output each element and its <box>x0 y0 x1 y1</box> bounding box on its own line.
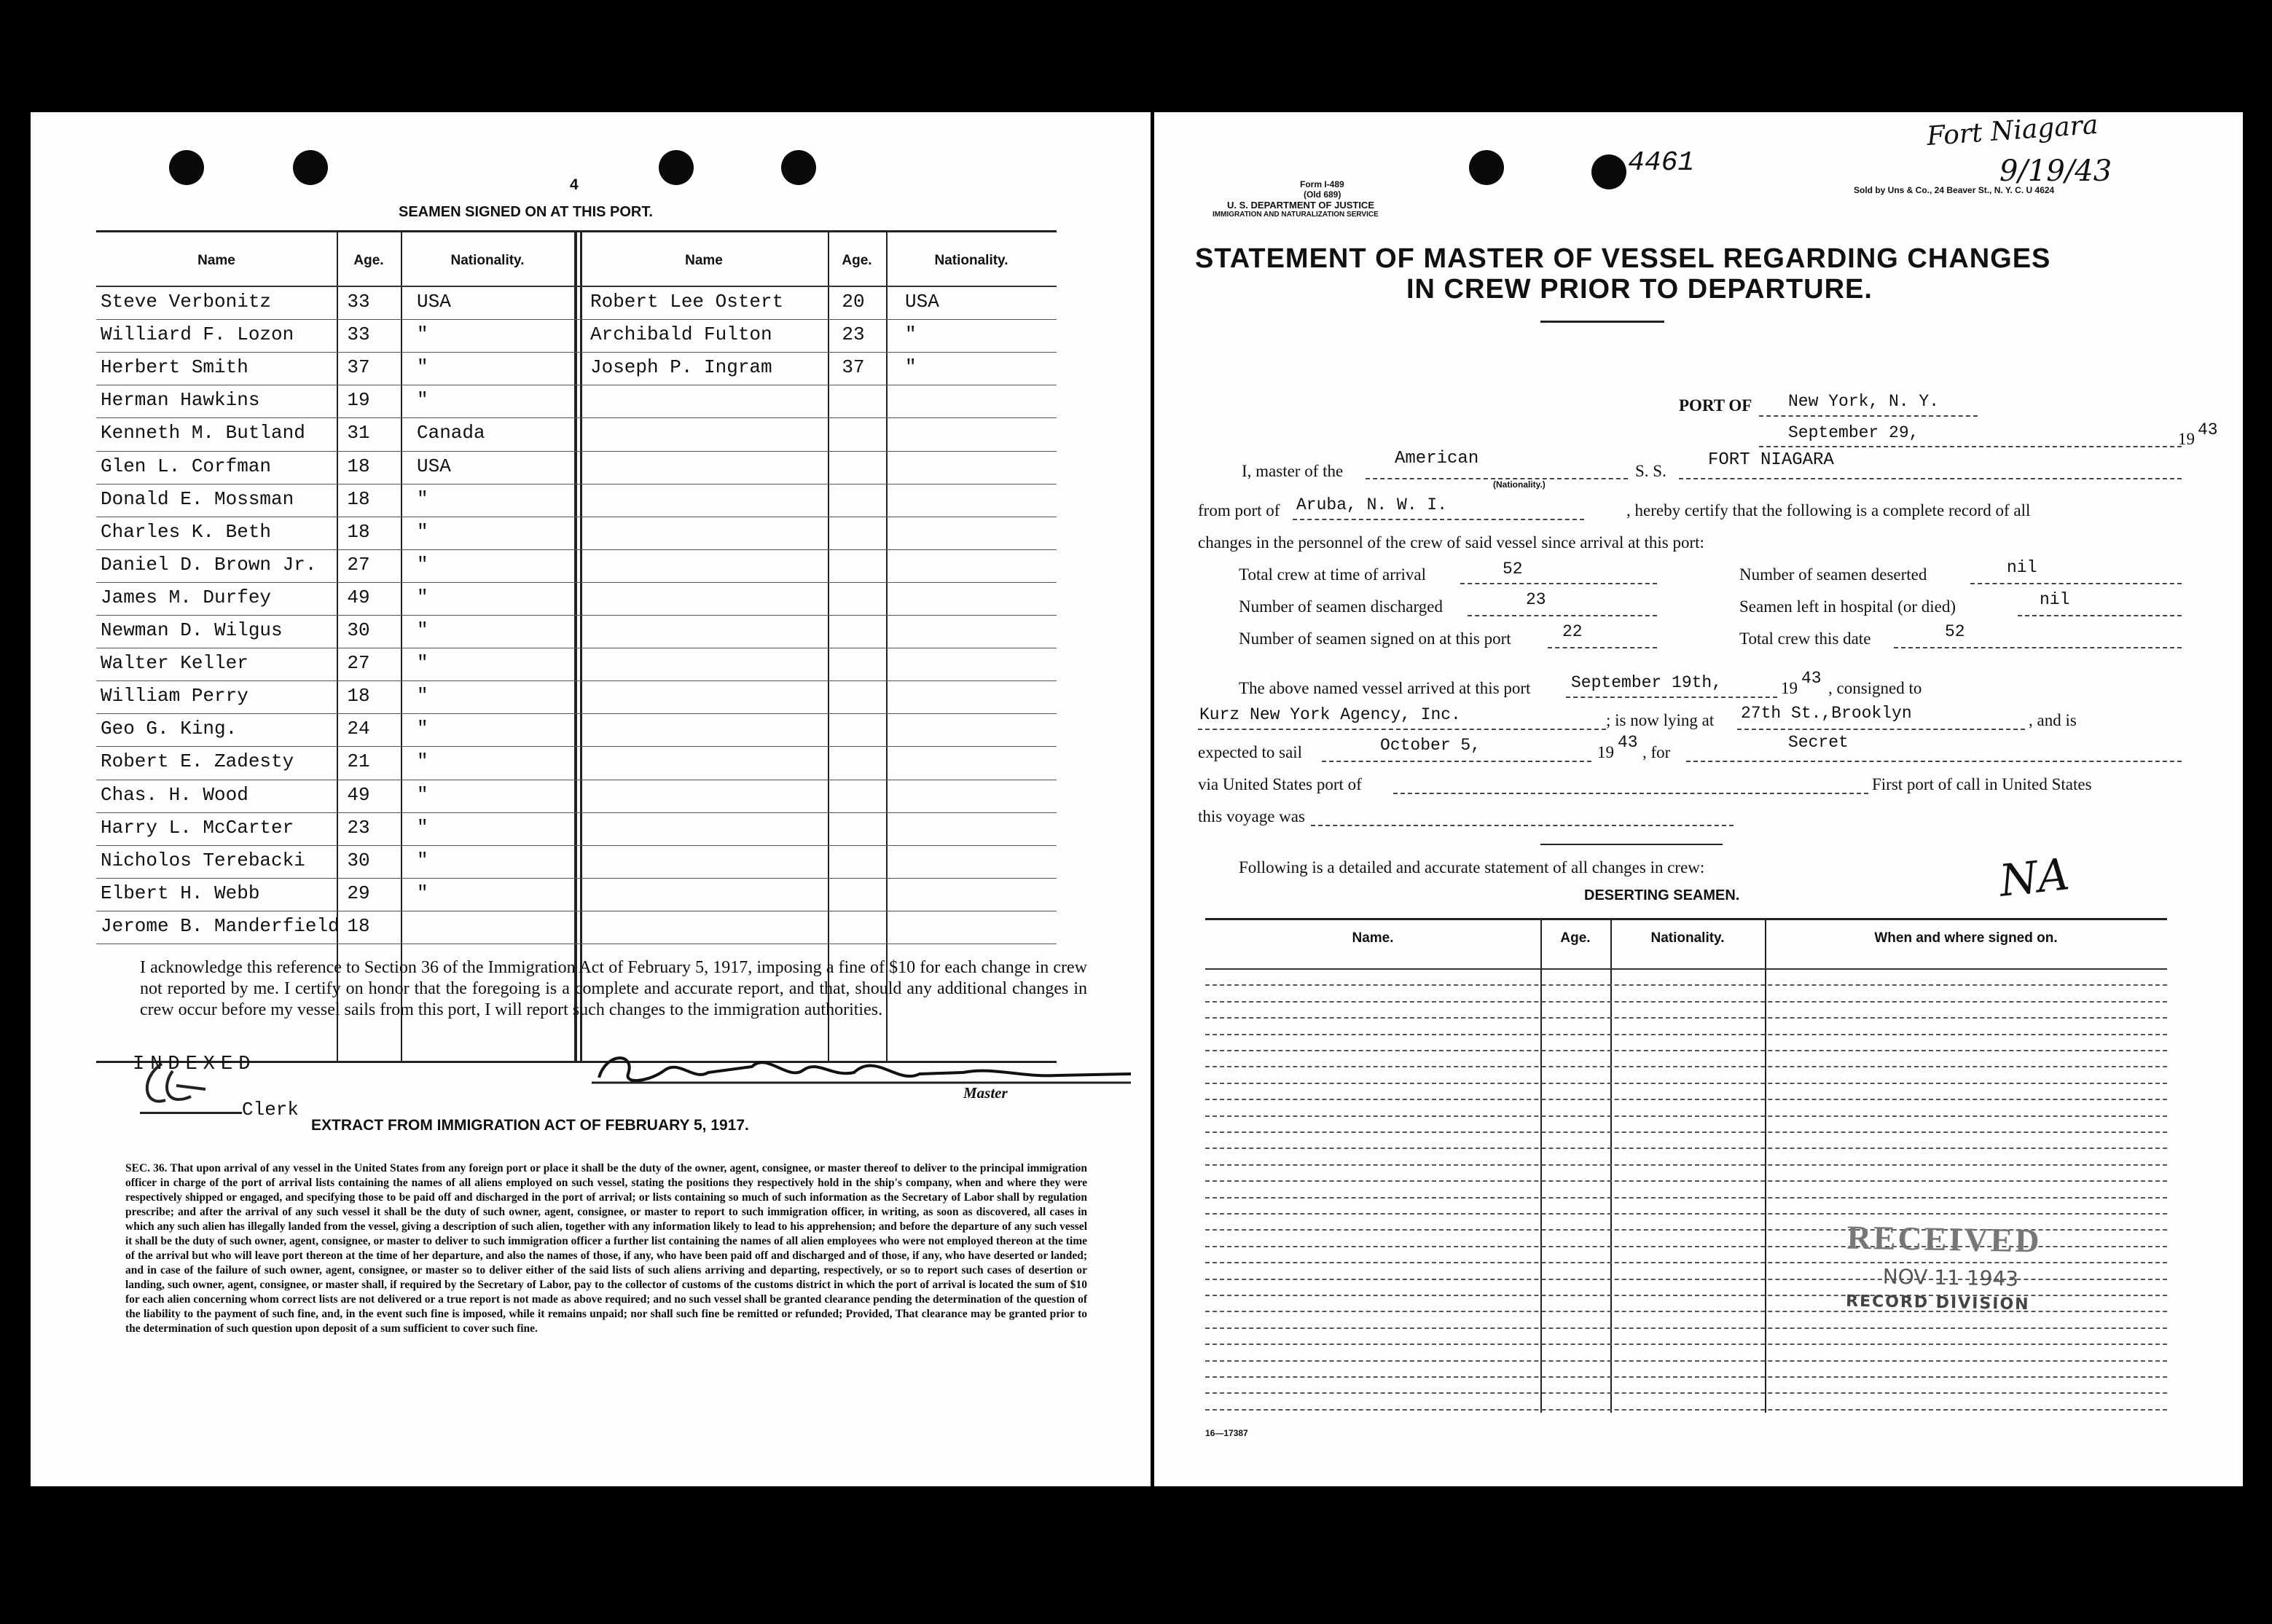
arrived-year: 43 <box>1801 669 1822 688</box>
stamp-division: RECORD DIVISION <box>1845 1292 2030 1314</box>
header-rule <box>96 286 1057 287</box>
crew-age: 49 <box>347 586 370 608</box>
vessel-field-line <box>1679 478 2182 479</box>
blank-row-rule <box>1205 1213 2167 1215</box>
total-today-line <box>1894 647 2182 648</box>
crew-name: Herman Hawkins <box>101 389 260 412</box>
crew-age: 27 <box>347 553 370 576</box>
crew-nationality: " <box>417 586 428 608</box>
row-rule <box>96 615 1057 616</box>
row-rule <box>96 417 1057 418</box>
crew-age: 24 <box>347 718 370 740</box>
crew-name: Donald E. Mossman <box>101 487 294 510</box>
crew-age: 33 <box>347 291 370 313</box>
crew-age: 18 <box>347 685 370 707</box>
port-field-line <box>1759 415 1978 417</box>
page-number: 4 <box>570 176 579 193</box>
punch-hole <box>1469 150 1504 185</box>
handwritten-vessel-note: Fort Niagara <box>1925 109 2099 152</box>
crew-age: 18 <box>347 487 370 510</box>
form-title-line-2: IN CREW PRIOR TO DEPARTURE. <box>1406 274 1873 305</box>
first-port-label: First port of call in United States <box>1872 775 2092 793</box>
crew-nationality: Canada <box>417 422 485 444</box>
crew-nationality: " <box>417 487 428 510</box>
blank-row-rule <box>1205 1360 2167 1362</box>
right-page <box>1154 109 2243 1486</box>
row-rule <box>96 812 1057 813</box>
crew-age: 30 <box>347 849 370 871</box>
sail-value: October 5, <box>1380 736 1481 755</box>
row-rule <box>96 352 1057 353</box>
crew-age: 31 <box>347 422 370 444</box>
total-arrival-label: Total crew at time of arrival <box>1239 565 1427 584</box>
voyage-rule <box>1540 844 1723 845</box>
column-rule <box>1540 920 1542 1413</box>
d-header-when: When and where signed on. <box>1874 930 2058 946</box>
blank-row-rule <box>1205 1327 2167 1329</box>
d-header-nationality: Nationality. <box>1650 930 1725 946</box>
left-page <box>31 112 1151 1486</box>
discharged-label: Number of seamen discharged <box>1239 597 1443 616</box>
na-handwritten-mark: NA <box>1997 849 2072 907</box>
punch-hole <box>781 150 816 185</box>
blank-row-rule <box>1205 1148 2167 1149</box>
crew-age: 29 <box>347 882 370 904</box>
voyage-line <box>1311 825 1734 826</box>
crew-age: 33 <box>347 323 370 346</box>
from-port-label: from port of <box>1198 501 1280 519</box>
clerk-label: Clerk <box>242 1099 299 1121</box>
crew-nationality: " <box>417 783 428 806</box>
crew-name: Elbert H. Webb <box>101 882 260 904</box>
crew-name: James M. Durfey <box>101 586 272 608</box>
blank-row-rule <box>1205 1180 2167 1182</box>
crew-nationality: " <box>417 553 428 576</box>
discharged-value: 23 <box>1526 590 1546 609</box>
changes-text: changes in the personnel of the crew of said vessel since arrival at this port: <box>1198 533 1704 552</box>
blank-row-rule <box>1205 1392 2167 1394</box>
row-rule <box>96 713 1057 714</box>
blank-row-rule <box>1205 1197 2167 1199</box>
header-name: Name <box>197 253 235 268</box>
crew-age: 18 <box>347 455 370 477</box>
crew-nationality: " <box>417 520 428 543</box>
column-rule <box>1765 920 1766 1413</box>
row-rule <box>96 484 1057 485</box>
crew-nationality: " <box>417 849 428 871</box>
title-rule <box>1540 321 1664 323</box>
blank-row-rule <box>1205 1099 2167 1100</box>
blank-row-rule <box>1205 1131 2167 1133</box>
crew-name: Robert Lee Ostert <box>590 291 784 313</box>
row-rule <box>96 319 1057 320</box>
row-rule <box>96 451 1057 452</box>
discharged-line <box>1468 615 1657 616</box>
vessel-name: FORT NIAGARA <box>1708 450 1834 470</box>
port-label: PORT OF <box>1679 396 1752 415</box>
crew-age: 19 <box>347 389 370 412</box>
punch-hole <box>659 150 694 185</box>
sail-line <box>1322 761 1591 762</box>
d-header-age: Age. <box>1560 930 1591 946</box>
stamp-date: NOV 11 1943 <box>1882 1264 2019 1291</box>
punch-hole <box>1591 154 1626 189</box>
crew-nationality: " <box>417 619 428 641</box>
port-value: New York, N. Y. <box>1788 392 1940 411</box>
crew-name: Walter Keller <box>101 652 248 675</box>
crew-nationality: " <box>905 356 917 379</box>
crew-age: 37 <box>842 356 865 379</box>
crew-nationality: " <box>417 750 428 773</box>
from-port-value: Aruba, N. W. I. <box>1296 495 1448 514</box>
deserting-seamen-table <box>1205 918 2167 1413</box>
signed-line <box>1548 647 1657 648</box>
crew-age: 23 <box>842 323 865 346</box>
blank-row-rule <box>1205 1066 2167 1067</box>
deserted-value: nil <box>2007 558 2037 577</box>
blank-row-rule <box>1205 984 2167 986</box>
row-rule <box>96 878 1057 879</box>
hospital-label: Seamen left in hospital (or died) <box>1739 597 1956 616</box>
column-rule <box>580 232 582 1061</box>
for-value: Secret <box>1788 733 1849 752</box>
crew-name: Charles K. Beth <box>101 520 272 543</box>
crew-nationality: " <box>417 685 428 707</box>
blank-row-rule <box>1205 1083 2167 1084</box>
header-age: Age. <box>353 253 384 268</box>
column-rule <box>574 232 577 1061</box>
master-signature <box>584 1037 1138 1096</box>
row-rule <box>96 680 1057 681</box>
blank-row-rule <box>1205 1376 2167 1378</box>
received-stamp <box>1846 1218 2042 1314</box>
row-rule <box>96 582 1057 583</box>
blank-row-rule <box>1205 1164 2167 1166</box>
crew-name: Steve Verbonitz <box>101 291 272 313</box>
stamp-received: RECEIVED <box>1846 1218 2042 1260</box>
crew-nationality: USA <box>417 455 451 477</box>
for-label: , for <box>1642 743 1671 761</box>
crew-name: Williard F. Lozon <box>101 323 294 346</box>
master-of-label: I, master of the <box>1242 462 1344 480</box>
punch-hole <box>293 150 328 185</box>
crew-age: 27 <box>347 652 370 675</box>
indexed-stamp: INDEXED <box>133 1054 256 1075</box>
row-rule <box>96 549 1057 550</box>
crew-name: Glen L. Corfman <box>101 455 272 477</box>
sail-year: 43 <box>1618 733 1638 752</box>
certify-text: , hereby certify that the following is a complete record of all <box>1626 501 2031 519</box>
crew-name: Daniel D. Brown Jr. <box>101 553 317 576</box>
crew-name: Harry L. McCarter <box>101 816 294 839</box>
extract-title: EXTRACT FROM IMMIGRATION ACT OF FEBRUARY 5, 1917. <box>311 1117 749 1134</box>
signed-label: Number of seamen signed on at this port <box>1239 629 1511 648</box>
clerk-line <box>140 1112 242 1114</box>
sail-year-prefix: 19 <box>1597 743 1614 761</box>
crew-age: 20 <box>842 291 865 313</box>
crew-name: Kenneth M. Butland <box>101 422 305 444</box>
crew-age: 49 <box>347 783 370 806</box>
signed-value: 22 <box>1562 622 1583 641</box>
crew-nationality: " <box>417 882 428 904</box>
form-number: Form I-489 <box>1300 179 1344 189</box>
date-field-line <box>1759 446 2182 447</box>
row-rule <box>96 845 1057 846</box>
nationality-caption: (Nationality.) <box>1493 479 1546 490</box>
deserted-line <box>1970 583 2182 584</box>
acknowledgment-text: I acknowledge this reference to Section 36 of the Immigration Act of February 5, 1917, imposing a fine of $10 for each change in crew not reported by me. I certify on honor that the foregoing is a complete and accurate report, and that, should any additional changes in crew occur before my vessel sails from this port, I will report such changes to the immigration authorities. <box>140 958 1087 1019</box>
lying-value: 27th St.,Brooklyn <box>1741 704 1912 723</box>
deserting-title: DESERTING SEAMEN. <box>1584 887 1740 903</box>
crew-age: 23 <box>347 816 370 839</box>
header-rule <box>1205 968 2167 970</box>
column-rule <box>886 232 888 1061</box>
crew-nationality: " <box>417 816 428 839</box>
crew-nationality: " <box>417 718 428 740</box>
arrived-value: September 19th, <box>1571 673 1723 692</box>
form-old-number: (Old 689) <box>1304 189 1341 200</box>
crew-name: Joseph P. Ingram <box>590 356 772 379</box>
from-port-field-line <box>1293 519 1584 520</box>
blank-row-rule <box>1205 1115 2167 1117</box>
arrived-line <box>1566 697 1777 698</box>
year-value: 43 <box>2198 420 2218 439</box>
crew-name: Newman D. Wilgus <box>101 619 283 641</box>
service-name: IMMIGRATION AND NATURALIZATION SERVICE <box>1213 211 1379 219</box>
lying-line <box>1737 729 2025 730</box>
row-rule <box>96 746 1057 747</box>
blank-row-rule <box>1205 1343 2167 1345</box>
crew-name: Archibald Fulton <box>590 323 772 346</box>
crew-age: 37 <box>347 356 370 379</box>
crew-name: Geo G. King. <box>101 718 238 740</box>
header-age-2: Age. <box>842 253 872 268</box>
total-arrival-line <box>1460 583 1657 584</box>
crew-age: 21 <box>347 750 370 773</box>
header-nationality: Nationality. <box>450 253 525 268</box>
handwritten-file-number: 4461 <box>1628 147 1695 179</box>
column-rule <box>401 232 402 1061</box>
blank-row-rule <box>1205 1409 2167 1411</box>
form-title-line-1: STATEMENT OF MASTER OF VESSEL REGARDING CHANGES <box>1195 243 2051 274</box>
clerk-initials-signature <box>133 1056 213 1115</box>
blank-row-rule <box>1205 1017 2167 1019</box>
d-header-name: Name. <box>1352 930 1394 946</box>
year-prefix: 19 <box>2178 430 2195 448</box>
deserted-label: Number of seamen deserted <box>1739 565 1927 584</box>
blank-row-rule <box>1205 1050 2167 1051</box>
hospital-value: nil <box>2040 590 2070 609</box>
voyage-label: this voyage was <box>1198 807 1305 825</box>
section-title: SEAMEN SIGNED ON AT THIS PORT. <box>399 204 653 220</box>
crew-name: Chas. H. Wood <box>101 783 248 806</box>
crew-nationality: " <box>417 323 428 346</box>
via-label: via United States port of <box>1198 775 1362 793</box>
crew-nationality: " <box>417 652 428 675</box>
extract-text: SEC. 36. That upon arrival of any vessel in the United States from any foreign port or place it shall be the duty of the owner, agent, consignee, or master thereof to deliver to the principal immigration officer in charge of the port of arrival lists containing the names of all aliens employed on such vessel, stating the positions they respectively hold in the ship's company, when and where they were respectively shipped or engaged, and specifying those to be paid off and discharged in the port of arrival; or lists containing so much of such information as the Secretary of Labor shall by regulation prescribe; and after the arrival of any such vessel it shall be the duty of such owner, agent, consignee, or master to report to such immigration officer, in writing, as soon as discovered, all cases in which any such alien has illegally landed from the vessel, giving a description of such alien, together with any information likely to lead to his apprehension; and before the departure of any such vessel it shall be the duty of such owner, agent, consignee, or master to deliver to such immigration officer a further list containing the names of all alien employees who were not employed thereon at the time of the arrival but who will leave port thereon at the time of her departure, and also the names of those, if any, who have been paid off and discharged and of those, if any, who have deserted or landed; and in case of the failure of such owner, agent, consignee, or master so to deliver either of the said lists of such aliens arriving and departing, respectively, or so to report such cases of desertion or landing, such owner, agent, consignee, or master shall, if required by the Secretary of Labor, pay to the collector of customs of the customs district in which the port of arrival is located the sum of $10 for each alien concerning whom correct lists are not delivered or a true report is not made as above required; and no such vessel shall be granted clearance pending the determination of the question of the liability to the payment of such fine, and, in the event such fine is imposed, while it remains unpaid; nor shall such fine be remitted or refunded; Provided, That clearance may be granted prior to the determination of such question upon deposit of a sum sufficient to cover such fine. <box>125 1162 1087 1335</box>
crew-name: Nicholos Terebacki <box>101 849 305 871</box>
crew-name: Robert E. Zadesty <box>101 750 294 773</box>
and-is-label: , and is <box>2029 711 2077 729</box>
seller-imprint: Sold by Uns & Co., 24 Beaver St., N. Y. C. U 4624 <box>1854 185 2055 195</box>
total-today-label: Total crew this date <box>1739 629 1871 648</box>
column-rule <box>1610 920 1612 1413</box>
crew-nationality: " <box>417 356 428 379</box>
for-line <box>1686 761 2182 762</box>
total-arrival-value: 52 <box>1503 560 1523 578</box>
agent-line <box>1198 729 1606 730</box>
handwritten-date-note: 9/19/43 <box>1999 154 2112 188</box>
crew-age: 30 <box>347 619 370 641</box>
crew-nationality: " <box>905 323 917 346</box>
header-nationality-2: Nationality. <box>934 253 1008 268</box>
crew-nationality: USA <box>905 291 939 313</box>
crew-age: 18 <box>347 520 370 543</box>
ss-label: S. S. <box>1635 462 1666 480</box>
sail-label: expected to sail <box>1198 743 1303 761</box>
lying-label: ; is now lying at <box>1606 711 1715 729</box>
department-name: U. S. DEPARTMENT OF JUSTICE <box>1227 200 1374 211</box>
agent-value: Kurz New York Agency, Inc. <box>1199 705 1461 724</box>
crew-name: Herbert Smith <box>101 356 248 379</box>
crew-nationality: USA <box>417 291 451 313</box>
crew-name: William Perry <box>101 685 248 707</box>
following-text: Following is a detailed and accurate statement of all changes in crew: <box>1239 858 1705 876</box>
crew-name: Jerome B. Manderfield <box>101 914 340 937</box>
arrived-year-prefix: 19 <box>1781 679 1798 697</box>
footer-code: 16—17387 <box>1205 1428 1248 1438</box>
crew-age: 18 <box>347 914 370 937</box>
arrived-label: The above named vessel arrived at this port <box>1239 679 1531 697</box>
date-value: September 29, <box>1788 423 1919 442</box>
via-line <box>1393 793 1868 794</box>
consigned-label: , consigned to <box>1828 679 1922 697</box>
blank-row-rule <box>1205 1001 2167 1003</box>
crew-nationality: " <box>417 389 428 412</box>
master-label: Master <box>963 1084 1008 1102</box>
total-today-value: 52 <box>1945 622 1965 641</box>
nationality-value: American <box>1395 449 1479 468</box>
header-name-2: Name <box>685 253 723 268</box>
punch-hole <box>169 150 204 185</box>
blank-row-rule <box>1205 1034 2167 1035</box>
crew-signed-table <box>96 230 1057 1063</box>
hospital-line <box>2018 615 2182 616</box>
